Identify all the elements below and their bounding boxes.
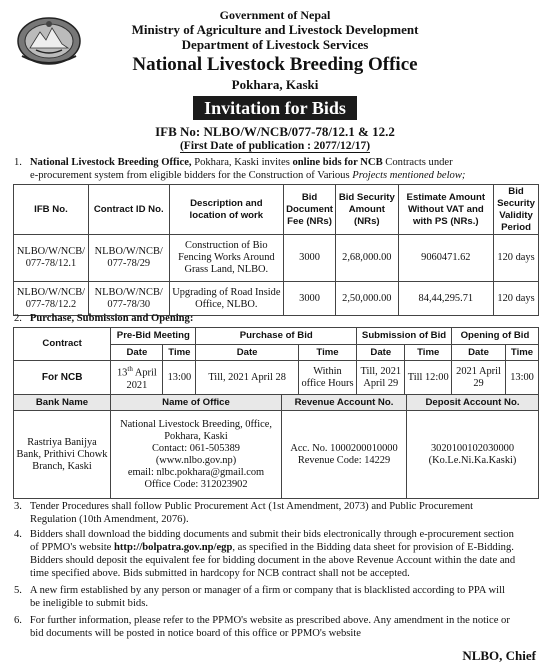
schedule-table: Contract Pre-Bid Meeting Purchase of Bid Submission of Bid Opening of Bid Date Time Date Time Date Time Date Time For NCB 13th April 2021 13:00 Till, 2021 April 28 Within office Hours Till, 2021 April 29 Till 12:00 2021 April 29 13:00	[13, 327, 539, 395]
ppmo-link[interactable]: http://bolpatra.gov.np/egp	[114, 542, 233, 553]
col-estimate-amount: Estimate Amount Without VAT and with PS (NRs.)	[398, 185, 493, 235]
signature: NLBO, Chief	[462, 648, 536, 663]
para-number: 1.	[14, 157, 22, 168]
table-row: Rastriya Banijya Bank, Prithivi Chowk Branch, Kaski National Livestock Breeding, 0ffice, Pokhara, Kaski Contact: 061-505389 (www.nlbo.gov.np) email: nlbc.pokhara@gmail.com Office Code: 312023902 Acc. No. 1000200010000 Revenue Code: 14229 3020100102030000 (Ko.Le.Ni.Ka.Kaski)	[14, 411, 539, 499]
bank-table: Bank Name Name of Office Revenue Account No. Deposit Account No. Rastriya Banijya Bank, Prithivi Chowk Branch, Kaski National Livestock Breeding, 0ffice, Pokhara, Kaski Contact: 061-505389 (www.nlbo.gov.np) email: nlbc.pokhara@gmail.com Office Code: 312023902 Acc. No. 1000200010000 Revenue Code: 14229 3020100102030000 (Ko.Le.Ni.Ka.Kaski)	[13, 394, 539, 499]
paragraph-2: 2. Purchase, Submission and Opening:	[14, 313, 194, 324]
first-publication-date: (First Date of publication : 2077/12/17)	[179, 140, 371, 152]
header-office: National Livestock Breeding Office	[132, 54, 418, 75]
header-location: Pokhara, Kaski	[231, 77, 319, 92]
table-row: For NCB 13th April 2021 13:00 Till, 2021 April 28 Within office Hours Till, 2021 April 29 Till 12:00 2021 April 29 13:00	[14, 361, 539, 395]
paragraph-6: 6. For further information, please refer to the PPMO's website as prescribed above. Any amendment in the notice or bid documents will be posted in notice board of this office or PPMO's website	[14, 615, 510, 639]
col-security-amount: Bid Security Amount (NRs)	[336, 185, 399, 235]
paragraph-4: 4. Bidders shall download the bidding documents and submit their bids electronically through e-procurement section of PPMO's website http://bolpatra.gov.np/egp, as specified in the Bidding data sheet for provision of E-Bidding. Bidders should deposit the equivalent fee for bidding document in the above Revenue Account within the date and time specified above. Bids submitted in hardcopy for NCB contract shall not be accepted.	[14, 529, 516, 579]
invitation-banner: Invitation for Bids	[193, 96, 357, 120]
col-ifb-no: IFB No.	[14, 185, 89, 235]
col-contract-id: Contract ID No.	[88, 185, 169, 235]
bids-table	[13, 184, 539, 316]
header-department: Department of Livestock Services	[181, 37, 369, 52]
paragraph-3: 3. Tender Procedures shall follow Public Procurement Act (1st Amendment, 2073) and Public Procurement Regulation (10th Amendment, 2076).	[14, 501, 474, 525]
ifb-number: IFB No: NLBO/W/NCB/077-78/12.1 & 12.2	[155, 124, 395, 139]
table-row: NLBO/W/NCB/ 077-78/12.2 NLBO/W/NCB/ 077-78/30 Upgrading of Road Inside Office, NLBO. 3000 2,50,000.00 84,44,295.71 120 days	[14, 282, 539, 316]
col-description: Description and location of work	[169, 185, 284, 235]
paragraph-1: 1. National Livestock Breeding Office, Pokhara, Kaski invites online bids for NCB Contracts under e-procurement system from eligible bidders for the Construction of Various Projects mentioned below;	[14, 157, 466, 181]
header-ministry: Ministry of Agriculture and Livestock Development	[131, 22, 419, 37]
col-validity: Bid Security Validity Period	[494, 185, 539, 235]
header-government: Government of Nepal	[219, 8, 331, 22]
table-row: NLBO/W/NCB/ 077-78/12.1 NLBO/W/NCB/ 077-78/29 Construction of Bio Fencing Works Around Grass Land, NLBO. 3000 2,68,000.00 9060471.62 120 days	[14, 235, 539, 282]
col-doc-fee: Bid Document Fee (NRs)	[284, 185, 336, 235]
paragraph-5: 5. A new firm established by any person or manager of a firm or company that is blacklisted according to PPA will be ineligible to submit bids.	[14, 585, 505, 609]
